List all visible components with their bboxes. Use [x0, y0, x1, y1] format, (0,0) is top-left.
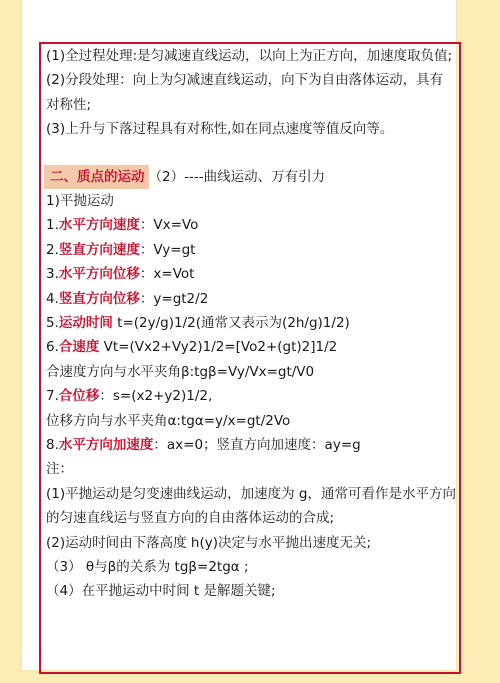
formula-label: 合速度 [58, 339, 100, 356]
note-line: (2)运动时间由下落高度 h(y)决定与水平抛出速度无关; [46, 534, 372, 551]
formula-item: 8.水平方向加速度：ax=0；竖直方向加速度：ay=g [46, 436, 361, 453]
formula-label: 水平方向加速度 [58, 436, 154, 453]
text-line: (3)上升与下落过程具有对称性,如在同点速度等值反向等。 [46, 121, 394, 138]
section-heading [46, 165, 456, 189]
notes-heading: 注： [46, 461, 73, 478]
formula-label: 运动时间 [58, 314, 113, 331]
formula-label: 合位移 [58, 388, 100, 405]
text-line: 合速度方向与水平夹角β:tgβ=Vy/Vx=gt/V0 [46, 363, 315, 380]
formula-item: 2.竖直方向速度：Vy=gt [46, 241, 196, 258]
formula-label: 水平方向速度 [58, 217, 140, 234]
note-line: （4）在平抛运动中时间 t 是解题关键; [46, 583, 276, 600]
formula-item: 5.运动时间 t=(2y/g)1/2(通常又表示为(2h/g)1/2) [46, 314, 350, 331]
formula-item: 1.水平方向速度：Vx=Vo [46, 217, 199, 234]
subsection-heading: 1)平抛运动 [46, 193, 114, 209]
note-line: (1)平抛运动是匀变速曲线运动，加速度为 g，通常可看作是水平方向的匀速直线运与竖直方向的自由落体运动的合成; [46, 485, 456, 527]
section-suffix: （2）----曲线运动、万有引力 [148, 168, 326, 185]
text-line: (2)分段处理：向上为匀减速直线运动，向下为自由落体运动，具有对称性; [46, 72, 444, 113]
formula-item: 6.合速度 Vt=(Vx2+Vy2)1/2=[Vo2+(gt)2]1/2 [46, 339, 338, 356]
formula-item: 4.竖直方向位移：y=gt2/2 [46, 290, 209, 307]
text-line: (1)全过程处理:是匀减速直线运动，以向上为正方向，加速度取负值; [46, 48, 453, 64]
text-line: 位移方向与水平夹角α:tgα=y/x=gt/2Vo [46, 412, 291, 429]
section-title: 二、质点的运动 [44, 165, 149, 189]
document-content [46, 44, 456, 604]
formula-item: 7.合位移：s=(x2+y2)1/2, [46, 388, 213, 405]
formula-label: 竖直方向位移 [58, 290, 140, 307]
note-line: （3） θ与β的关系为 tgβ=2tgα ; [46, 558, 249, 575]
formula-label: 水平方向位移 [58, 266, 140, 283]
formula-label: 竖直方向速度 [58, 241, 140, 258]
formula-item: 3.水平方向位移：x=Vot [46, 266, 195, 283]
